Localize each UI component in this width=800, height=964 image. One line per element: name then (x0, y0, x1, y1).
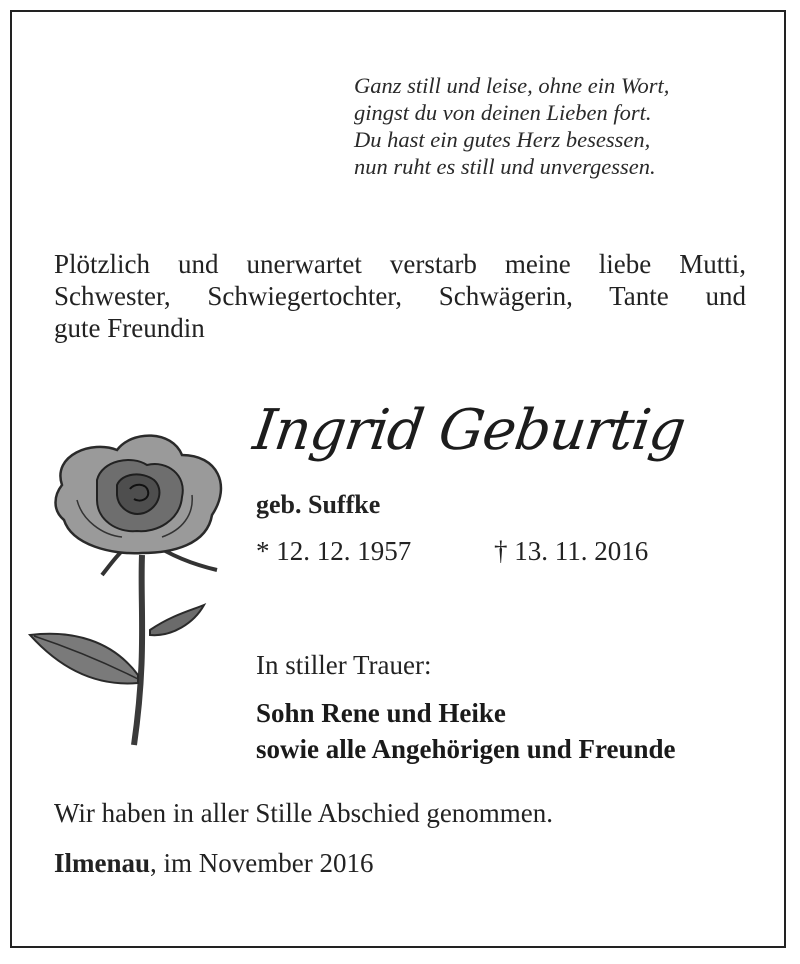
intro-line: gute Freundin (54, 313, 205, 343)
life-dates (256, 536, 649, 567)
mourning-label: In stiller Trauer: (256, 650, 432, 680)
maiden-name: geb. Suffke (256, 490, 381, 519)
death-date: † 13. 11. 2016 (494, 536, 649, 566)
intro-text (54, 248, 746, 344)
mourners (256, 695, 676, 767)
poem-line: gingst du von deinen Lieben fort. (354, 100, 652, 125)
notice-date: , im November 2016 (150, 848, 374, 878)
intro-line: Schwester, Schwiegertochter, Schwägerin, Tante und (54, 281, 746, 311)
poem-line: Ganz still und leise, ohne ein Wort, (354, 73, 670, 98)
deceased-name: Ingrid Geburtig (249, 398, 689, 463)
poem (354, 72, 669, 180)
place-date (54, 848, 374, 879)
mourner-line: sowie alle Angehörigen und Freunde (256, 734, 676, 764)
poem-line: nun ruht es still und unvergessen. (354, 154, 656, 179)
poem-line: Du hast ein gutes Herz besessen, (354, 127, 651, 152)
city: Ilmenau (54, 848, 151, 878)
mourner-line: Sohn Rene und Heike (256, 698, 506, 728)
farewell-text: Wir haben in aller Stille Abschied genommen. (54, 798, 554, 828)
birth-date: * 12. 12. 1957 (256, 536, 412, 566)
rose-icon (22, 425, 232, 755)
intro-line: Plötzlich und unerwartet verstarb meine liebe Mutti, (54, 249, 746, 279)
